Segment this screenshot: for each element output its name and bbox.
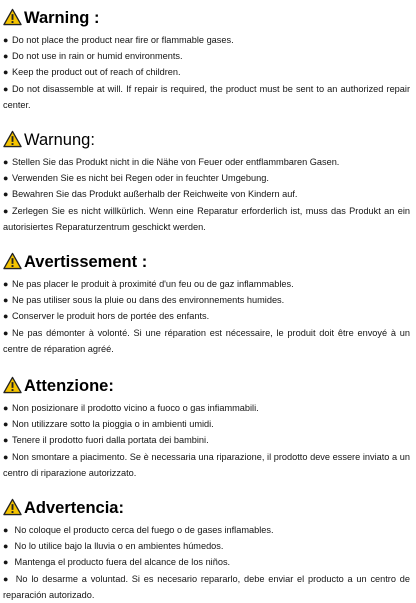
list-item [0, 81, 416, 113]
list-item [0, 32, 416, 48]
bullet-icon: ● [3, 451, 9, 462]
section-title: Warnung: [24, 131, 95, 149]
bullet-icon: ● [3, 205, 9, 216]
list-item [0, 276, 416, 292]
item-text: No coloque el producto cerca del fuego o de gases inflamables. [12, 525, 274, 535]
item-text: Ne pas utiliser sous la pluie ou dans des environnements humides. [12, 295, 285, 306]
list-item [0, 170, 416, 186]
section-warning-es [0, 492, 416, 603]
list-item [0, 154, 416, 170]
section-title: Warning : [24, 9, 100, 27]
item-text: Verwenden Sie es nicht bei Regen oder in feuchter Umgebung. [12, 173, 269, 184]
item-text: Do not place the product near fire or flammable gases. [12, 35, 234, 45]
section-heading [3, 492, 416, 518]
bullet-icon: ● [3, 279, 9, 289]
warning-triangle-icon [3, 498, 22, 516]
bullet-icon: ● [3, 327, 9, 338]
bullet-icon: ● [3, 525, 9, 535]
section-warning-fr [0, 246, 416, 357]
bullet-icon: ● [3, 419, 9, 430]
section-heading [3, 2, 416, 28]
list-item [0, 292, 416, 308]
item-text: Keep the product out of reach of children. [12, 67, 181, 78]
list-item [0, 308, 416, 324]
item-text: Zerlegen Sie es nicht willkürlich. Wenn eine Reparatur erforderlich ist, muss das Produkt an ein autorisiertes Reparaturzentrum geschickt werden. [3, 205, 410, 232]
bullet-icon: ● [3, 157, 9, 167]
bullet-icon: ● [3, 51, 9, 62]
list-item [0, 64, 416, 80]
item-text: Non utilizzare sotto la pioggia o in ambienti umidi. [12, 419, 214, 430]
item-text: Non smontare a piacimento. Se è necessaria una riparazione, il prodotto deve essere inviato a un centro di riparazione autorizzato. [3, 451, 410, 478]
bullet-icon: ● [3, 311, 9, 322]
section-heading [3, 124, 416, 150]
bullet-icon: ● [3, 83, 9, 94]
bullet-icon: ● [3, 35, 9, 45]
item-text: Stellen Sie das Produkt nicht in die Nähe von Feuer oder entflammbaren Gasen. [12, 157, 340, 167]
item-text: Do not use in rain or humid environments. [12, 51, 183, 62]
section-heading [3, 246, 416, 272]
section-warning-it [0, 370, 416, 481]
warning-triangle-icon [3, 376, 22, 394]
warning-list [0, 276, 416, 357]
section-heading [3, 370, 416, 396]
section-warning-en [0, 2, 416, 113]
section-title: Advertencia: [24, 499, 124, 517]
item-text: No lo desarme a voluntad. Si es necesario repararlo, debe enviar el producto a un centro de reparación autorizado. [3, 573, 410, 600]
item-text: Mantenga el producto fuera del alcance de los niños. [12, 557, 231, 568]
item-text: Bewahren Sie das Produkt außerhalb der Reichweite von Kindern auf. [12, 189, 298, 200]
warning-triangle-icon [3, 252, 22, 270]
section-title: Attenzione: [24, 377, 114, 395]
section-title: Avertissement : [24, 253, 148, 271]
warning-list [0, 522, 416, 603]
item-text: Conserver le produit hors de portée des enfants. [12, 311, 210, 322]
bullet-icon: ● [3, 403, 9, 413]
list-item [0, 186, 416, 202]
list-item [0, 449, 416, 481]
list-item [0, 571, 416, 603]
bullet-icon: ● [3, 573, 9, 584]
item-text: Tenere il prodotto fuori dalla portata dei bambini. [12, 435, 209, 446]
bullet-icon: ● [3, 435, 9, 446]
list-item [0, 522, 416, 538]
bullet-icon: ● [3, 189, 9, 200]
bullet-icon: ● [3, 541, 9, 552]
list-item [0, 538, 416, 554]
list-item [0, 432, 416, 448]
list-item [0, 48, 416, 64]
bullet-icon: ● [3, 557, 9, 568]
item-text: Non posizionare il prodotto vicino a fuoco o gas infiammabili. [12, 403, 259, 413]
bullet-icon: ● [3, 295, 9, 306]
warning-list [0, 32, 416, 113]
list-item [0, 203, 416, 235]
warning-list [0, 400, 416, 481]
item-text: Do not disassemble at will. If repair is required, the product must be sent to an authorized repair center. [3, 83, 410, 110]
list-item [0, 400, 416, 416]
bullet-icon: ● [3, 67, 9, 78]
bullet-icon: ● [3, 173, 9, 184]
warning-triangle-icon [3, 130, 22, 148]
item-text: Ne pas démonter à volonté. Si une réparation est nécessaire, le produit doit être envoyé à un centre de réparation agréé. [3, 327, 410, 354]
warning-list [0, 154, 416, 235]
list-item [0, 416, 416, 432]
item-text: No lo utilice bajo la lluvia o en ambientes húmedos. [12, 541, 224, 552]
section-warning-de [0, 124, 416, 235]
warning-triangle-icon [3, 8, 22, 26]
item-text: Ne pas placer le produit à proximité d'un feu ou de gaz inflammables. [12, 279, 294, 289]
list-item [0, 325, 416, 357]
list-item [0, 554, 416, 570]
